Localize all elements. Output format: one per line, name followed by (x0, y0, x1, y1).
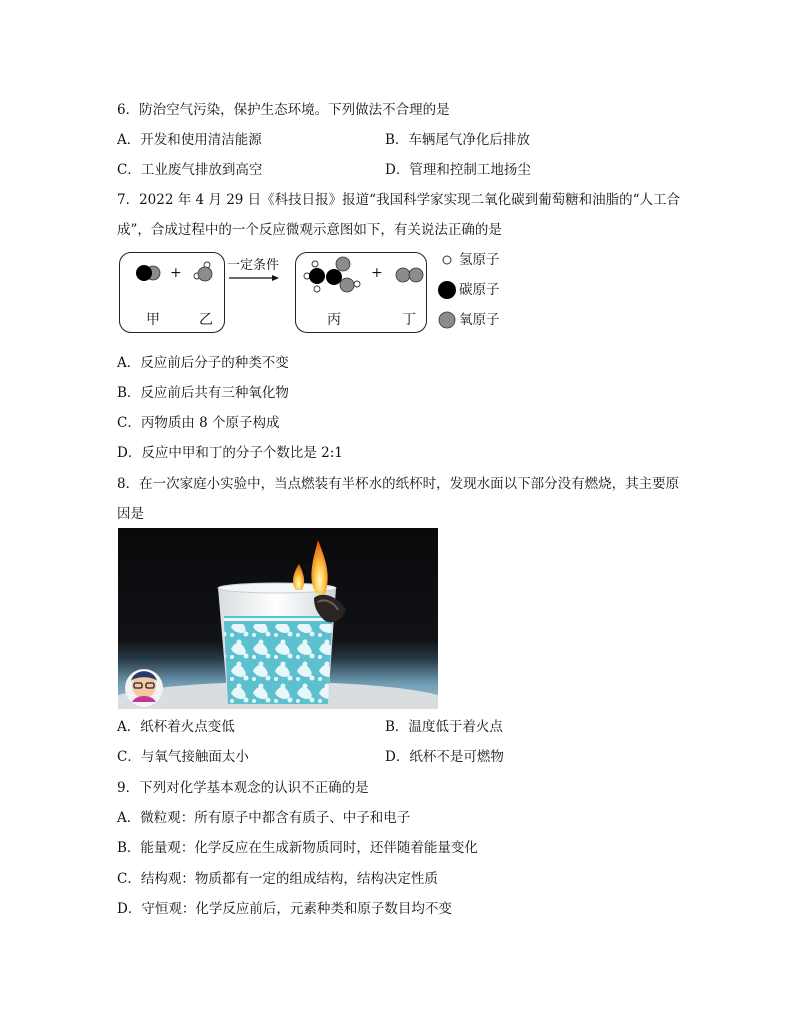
q8-option-b: B．温度低于着火点 (385, 719, 503, 735)
legend-hydrogen-symbol (443, 256, 451, 264)
q9-option-d: D．守恒观：化学反应前后，元素种类和原子数目均不变 (117, 901, 452, 917)
q8-option-d: D．纸杯不是可燃物 (385, 749, 504, 765)
q8-stem-line1: 8．在一次家庭小实验中，当点燃装有半杯水的纸杯时，发现水面以下部分没有燃烧，其主要原 (117, 476, 680, 492)
q7-option-a: A．反应前后分子的种类不变 (117, 355, 289, 371)
reaction-arrow (229, 275, 279, 281)
burning-paper-cup-photo (118, 528, 438, 709)
q7-stem-line1: 7．2022 年 4 月 29 日《科技日报》报道“我国科学家实现二氧化碳到葡萄糖和油脂的“人工合 (117, 192, 680, 208)
label-yi: 乙 (199, 312, 213, 328)
plus-sign-reactants: + (170, 265, 182, 281)
plus-sign-products: + (371, 265, 383, 281)
q7-option-c: C．丙物质由 8 个原子构成 (117, 415, 280, 431)
label-bing: 丙 (327, 312, 341, 328)
q8-option-c: C．与氧气接触面太小 (117, 749, 249, 765)
legend-hydrogen-label: 氢原子 (459, 252, 500, 268)
q6-option-a: A．开发和使用清洁能源 (117, 132, 262, 148)
legend-carbon-symbol (438, 281, 456, 299)
q8-option-a: A．纸杯着火点变低 (117, 719, 235, 735)
q6-option-b: B．车辆尾气净化后排放 (385, 132, 530, 148)
legend-oxygen-label: 氧原子 (459, 312, 500, 328)
q6-option-d: D．管理和控制工地扬尘 (385, 162, 531, 178)
q6-stem: 6．防治空气污染，保护生态环境。下列做法不合理的是 (117, 102, 450, 118)
legend-oxygen-symbol (439, 312, 455, 328)
q9-option-a: A．微粒观：所有原子中都含有质子、中子和电子 (117, 810, 411, 826)
legend-carbon-label: 碳原子 (459, 282, 500, 298)
label-ding: 丁 (402, 312, 416, 328)
q7-option-b: B．反应前后共有三种氧化物 (117, 385, 289, 401)
label-jia: 甲 (146, 312, 160, 328)
q9-option-b: B．能量观：化学反应在生成新物质同时，还伴随着能量变化 (117, 840, 478, 856)
q8-stem-line2: 因是 (117, 506, 144, 522)
q9-option-c: C．结构观：物质都有一定的组成结构，结构决定性质 (117, 871, 438, 887)
q6-option-c: C．工业废气排放到高空 (117, 162, 263, 178)
q7-option-d: D．反应中甲和丁的分子个数比是 2:1 (117, 445, 343, 461)
q7-stem-line2: 成”，合成过程中的一个反应微观示意图如下，有关说法正确的是 (117, 222, 502, 238)
q9-stem: 9．下列对化学基本观念的认识不正确的是 (117, 780, 369, 796)
reaction-condition: 一定条件 (227, 258, 280, 273)
